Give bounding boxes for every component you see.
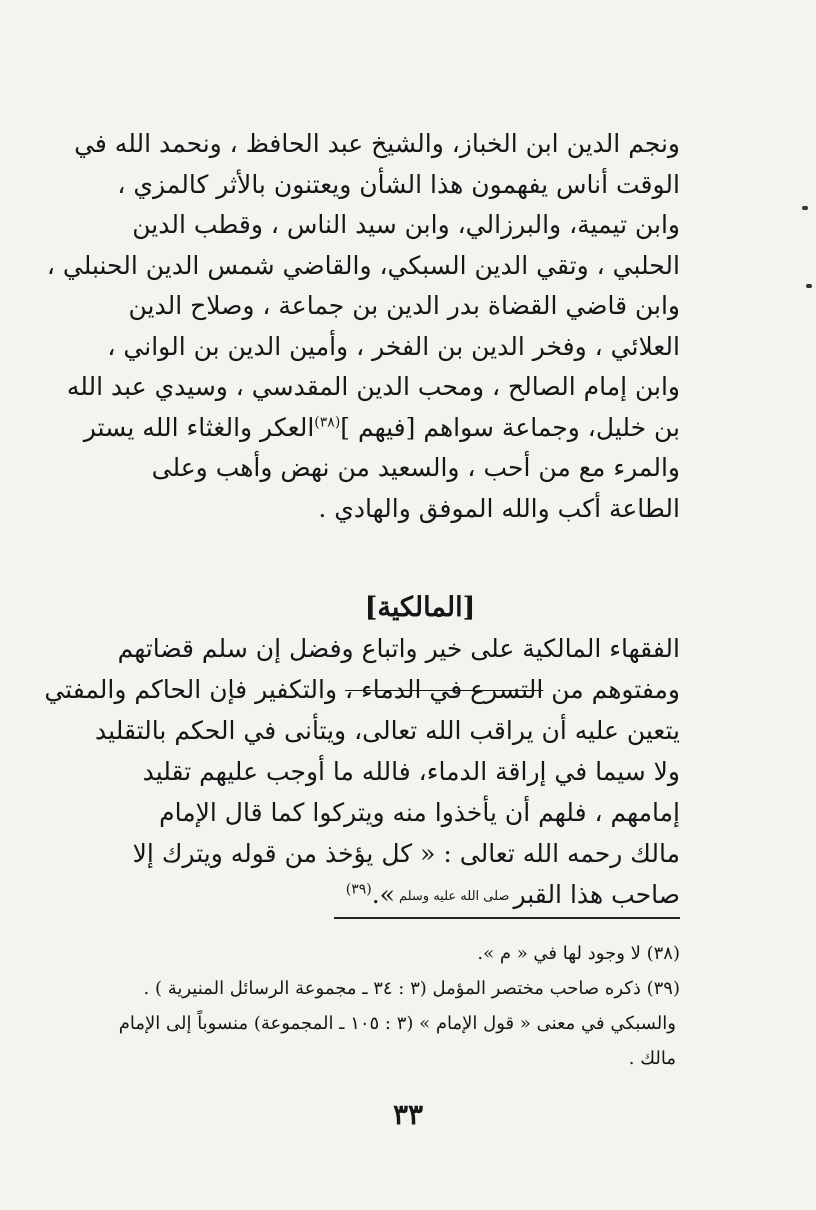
footnotes <box>118 936 680 1076</box>
text-fragment: صاحب هذا القبر <box>513 880 680 909</box>
text-line: وابن قاضي القضاة بدر الدين بن جماعة ، وصلاح الدين <box>128 291 680 320</box>
line-start: بن خليل، وجماعة سواهم [فيهم ] <box>340 412 680 442</box>
page-number: ٣٣ <box>392 1098 424 1131</box>
text-line: الفقهاء المالكية على خير واتباع وفضل إن سلم قضاتهم <box>117 634 680 663</box>
footnote-separator <box>334 917 680 919</box>
text-line: إمامهم ، فلهم أن يأخذوا منه ويتركوا كما قال الإمام <box>159 798 680 827</box>
text-line: ونجم الدين ابن الخباز، والشيخ عبد الحافظ ، ونحمد الله في <box>74 129 680 158</box>
text-line: الطاعة أكب والله الموفق والهادي . <box>318 493 680 523</box>
footnote-39-cont: مالك . <box>628 1048 676 1069</box>
text-line: وابن تيمية، والبرزالي، وابن سيد الناس ، وقطب الدين <box>132 210 680 239</box>
text-line: يتعين عليه أن يراقب الله تعالى، ويتأنى في الحكم بالتقليد <box>95 716 680 745</box>
footnote-38: (٣٨) لا وجود لها في « م ». <box>477 943 680 964</box>
text-line <box>160 874 680 915</box>
text-fragment: والتكفير فإن الحاكم والمفتي <box>44 675 345 704</box>
footnote-ref-39: (٣٩) <box>345 881 372 898</box>
text-line: الوقت أناس يفهمون هذا الشأن ويعتنون بالأثر كالمزي ، <box>117 169 680 199</box>
text-line: وابن إمام الصالح ، ومحب الدين المقدسي ، وسيدي عبد الله <box>66 372 680 401</box>
footnote-39-cont: والسبكي في معنى « قول الإمام » (٣ : ١٠٥ ـ المجموعة) منسوباً إلى الإمام <box>118 1013 676 1034</box>
text-line <box>83 408 680 449</box>
footnote-39: (٣٩) ذكره صاحب مختصر المؤمل (٣ : ٣٤ ـ مجموعة الرسائل المنيرية ) . <box>143 978 680 999</box>
margin-mark <box>806 284 812 288</box>
text-line: الحلبي ، وتقي الدين السبكي، والقاضي شمس الدين الحنبلي ، <box>46 250 680 280</box>
text-line: العلائي ، وفخر الدين بن الفخر ، وأمين الدين بن الواني ، <box>107 331 680 361</box>
footnote-ref-38: (٣٨) <box>314 414 341 431</box>
text-line: مالك رحمه الله تعالى : « كل يؤخذ من قوله ويترك إلا <box>132 839 680 868</box>
text-line <box>44 669 680 710</box>
main-paragraph <box>46 124 680 529</box>
honorific-ligature: صلى الله عليه وسلم <box>398 889 510 904</box>
text-line: والمرء مع من أحب ، والسعيد من نهض وأهب وعلى <box>151 453 680 482</box>
text-line: ولا سيما في إراقة الدماء، فالله ما أوجب عليهم تقليد <box>142 757 680 786</box>
struck-text: التسرع في الدماء ، <box>345 675 544 704</box>
margin-mark <box>802 206 808 210</box>
line-end: العكر والغثاء الله يستر <box>83 412 315 442</box>
text-fragment: ومفتوهم من <box>543 675 680 704</box>
text-fragment: ». <box>371 880 395 909</box>
section-paragraph <box>44 628 680 915</box>
section-heading: [المالكية] <box>364 592 476 623</box>
